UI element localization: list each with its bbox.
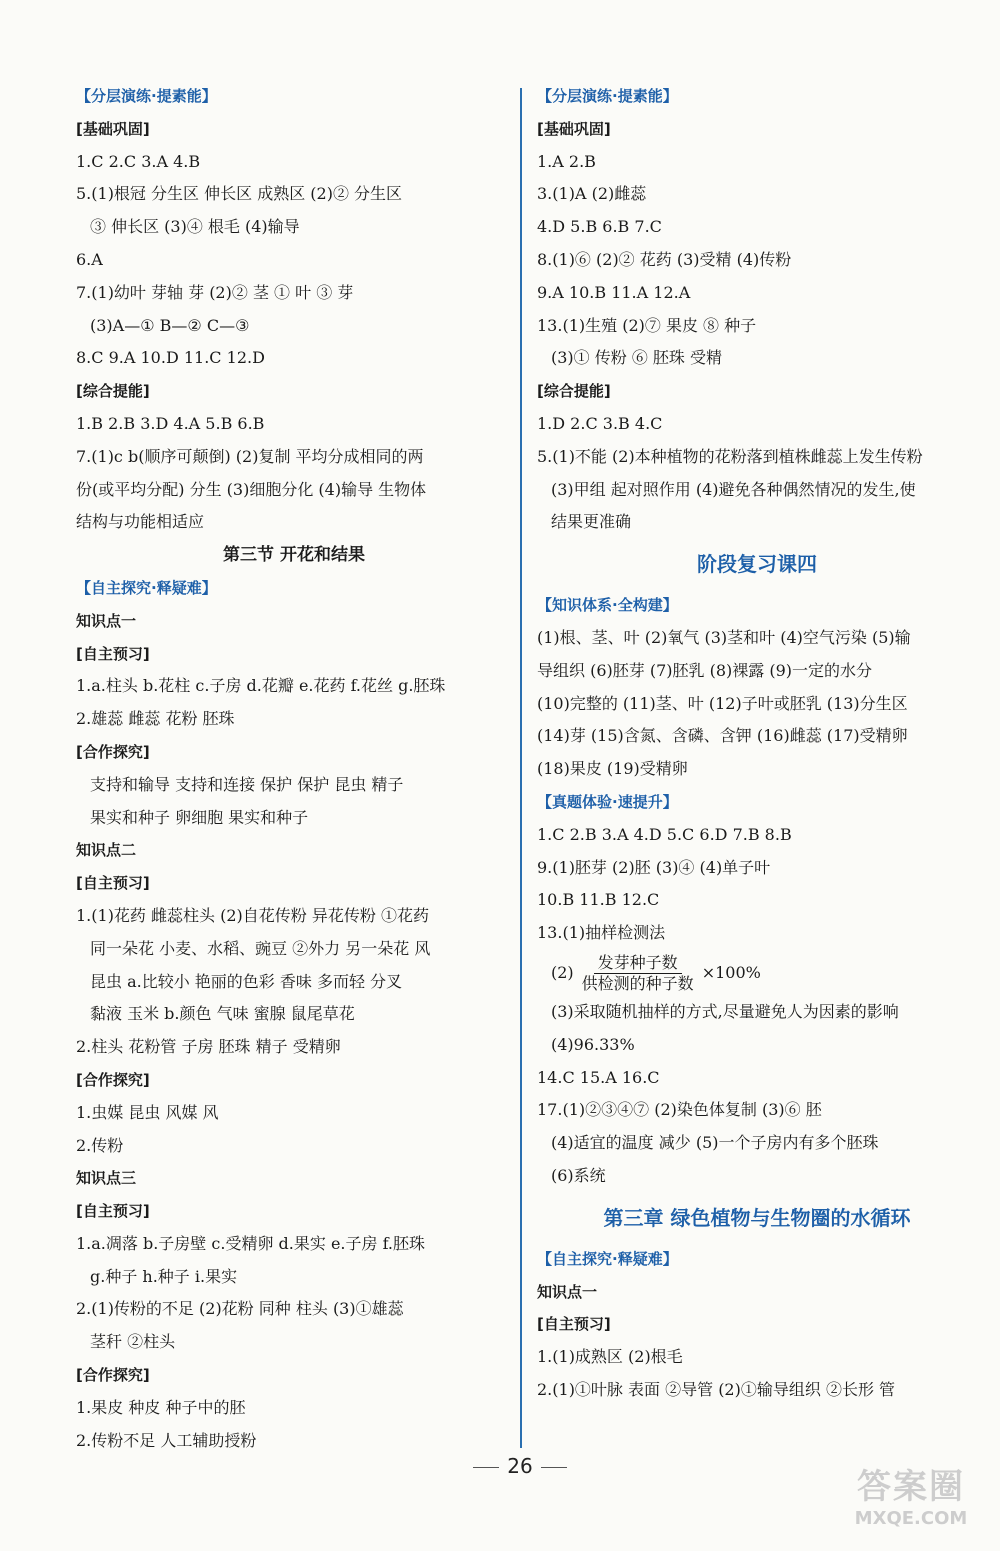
subsection-label: [自主预习]: [76, 1202, 150, 1221]
answer-line: 同一朵花 小麦、水稻、豌豆 ②外力 另一朵花 风: [90, 938, 431, 958]
answer-line: 1.a.柱头 b.花柱 c.子房 d.花瓣 e.花药 f.花丝 g.胚珠: [76, 676, 446, 696]
review-lesson-heading: 阶段复习课四: [697, 552, 817, 577]
formula-prefix: (2): [551, 962, 574, 982]
answer-line: (1)根、茎、叶 (2)氧气 (3)茎和叶 (4)空气污染 (5)输: [537, 627, 911, 647]
subsection-label: [自主预习]: [76, 644, 150, 663]
answer-line: 1.D 2.C 3.B 4.C: [537, 413, 663, 433]
answer-line: 7.(1)c b(顺序可颠倒) (2)复制 平均分成相同的两: [76, 446, 424, 466]
knowledge-point-label: 知识点三: [76, 1169, 137, 1188]
answer-line: 10.B 11.B 12.C: [537, 890, 660, 910]
answer-line: (10)完整的 (11)茎、叶 (12)子叶或胚乳 (13)分生区: [537, 693, 908, 713]
subsection-label: [合作探究]: [76, 742, 150, 761]
page-number: [460, 1454, 580, 1478]
knowledge-point-label: 知识点一: [76, 611, 137, 630]
page-number-value: 26: [507, 1454, 533, 1478]
answer-line: (4)96.33%: [551, 1034, 635, 1054]
subsection-label: [基础巩固]: [537, 119, 611, 138]
answer-line: ③ 伸长区 (3)④ 根毛 (4)输导: [90, 217, 300, 237]
answer-line: 9.A 10.B 11.A 12.A: [537, 282, 691, 302]
answer-line: 5.(1)根冠 分生区 伸长区 成熟区 (2)② 分生区: [76, 184, 403, 204]
answer-line: 1.(1)成熟区 (2)根毛: [537, 1347, 683, 1367]
answer-line: 份(或平均分配) 分生 (3)细胞分化 (4)输导 生物体: [76, 479, 427, 499]
answer-line: (3)A—① B—② C—③: [90, 315, 250, 335]
answer-line: 1.C 2.B 3.A 4.D 5.C 6.D 7.B 8.B: [537, 824, 792, 844]
answer-line: (18)果皮 (19)受精卵: [537, 759, 688, 779]
page-number-dash: [541, 1467, 567, 1468]
section-heading: 第三节 开花和结果: [223, 545, 365, 566]
answer-line: 茎秆 ②柱头: [90, 1332, 176, 1352]
answer-line: 结果更准确: [551, 512, 632, 532]
right-column: [537, 80, 977, 1407]
answer-line: 13.(1)抽样检测法: [537, 923, 666, 943]
watermark-site-text: MXQE.COM: [854, 1508, 968, 1529]
section-tag: 【分层演练·提素能】: [76, 87, 217, 105]
answer-line: 支持和输导 支持和连接 保护 保护 昆虫 精子: [90, 774, 404, 794]
answer-line: 2.(1)①叶脉 表面 ②导管 (2)①输导组织 ②长形 管: [537, 1379, 896, 1399]
subsection-label: [合作探究]: [76, 1070, 150, 1089]
answer-line: 1.C 2.C 3.A 4.B: [76, 151, 201, 171]
answer-line: 1.A 2.B: [537, 151, 596, 171]
answer-line: 14.C 15.A 16.C: [537, 1067, 660, 1087]
answer-line: g.种子 h.种子 i.果实: [90, 1266, 238, 1286]
answer-line: 昆虫 a.比较小 艳丽的色彩 香味 多而轻 分叉: [90, 971, 403, 991]
answer-line: 17.(1)②③④⑦ (2)染色体复制 (3)⑥ 胚: [537, 1100, 822, 1120]
answer-line: 2.传粉: [76, 1135, 124, 1155]
answer-line: 2.柱头 花粉管 子房 胚珠 精子 受精卵: [76, 1037, 341, 1057]
formula-line: [537, 950, 977, 996]
answer-line: 1.果皮 种皮 种子中的胚: [76, 1397, 246, 1417]
subsection-label: [基础巩固]: [76, 119, 150, 138]
answer-line: 8.(1)⑥ (2)② 花药 (3)受精 (4)传粉: [537, 249, 792, 269]
fraction-denominator: 供检测的种子数: [581, 973, 694, 993]
answer-line: 1.(1)花药 雌蕊柱头 (2)自花传粉 异花传粉 ①花药: [76, 905, 429, 925]
subsection-label: [自主预习]: [76, 874, 150, 893]
answer-line: 结构与功能相适应: [76, 512, 205, 532]
answer-line: 7.(1)幼叶 芽轴 芽 (2)② 茎 ① 叶 ③ 芽: [76, 282, 354, 302]
answer-line: 2.传粉不足 人工辅助授粉: [76, 1430, 257, 1450]
answer-line: 1.a.凋落 b.子房壁 c.受精卵 d.果实 e.子房 f.胚珠: [76, 1233, 426, 1253]
left-column: [76, 80, 512, 1457]
answer-line: 5.(1)不能 (2)本种植物的花粉落到植株雌蕊上发生传粉: [537, 446, 923, 466]
column-divider: [520, 88, 522, 1448]
answer-line: 4.D 5.B 6.B 7.C: [537, 217, 662, 237]
answer-line: 2.雄蕊 雌蕊 花粉 胚珠: [76, 709, 235, 729]
answer-line: 1.B 2.B 3.D 4.A 5.B 6.B: [76, 413, 265, 433]
subsection-label: [综合提能]: [537, 382, 611, 401]
answer-line: (3)① 传粉 ⑥ 胚珠 受精: [551, 348, 723, 368]
page-number-dash: [473, 1467, 499, 1468]
fraction: [578, 953, 698, 994]
answer-line: (3)采取随机抽样的方式,尽量避免人为因素的影响: [551, 1001, 899, 1021]
answer-line: 6.A: [76, 249, 103, 269]
knowledge-point-label: 知识点二: [76, 841, 137, 860]
fraction-numerator: 发芽种子数: [594, 953, 682, 974]
answer-line: 导组织 (6)胚芽 (7)胚乳 (8)裸露 (9)一定的水分: [537, 660, 873, 680]
answer-line: 8.C 9.A 10.D 11.C 12.D: [76, 348, 265, 368]
knowledge-point-label: 知识点一: [537, 1282, 598, 1301]
section-tag: 【自主探究·释疑难】: [537, 1249, 678, 1268]
section-tag: 【自主探究·释疑难】: [76, 578, 217, 597]
section-tag: 【知识体系·全构建】: [537, 596, 678, 615]
answer-line: (14)芽 (15)含氮、含磷、含钾 (16)雌蕊 (17)受精卵: [537, 726, 908, 746]
answer-line: 9.(1)胚芽 (2)胚 (3)④ (4)单子叶: [537, 857, 771, 877]
answer-line: 黏液 玉米 b.颜色 气味 蜜腺 鼠尾草花: [90, 1004, 355, 1024]
answer-line: 13.(1)生殖 (2)⑦ 果皮 ⑧ 种子: [537, 315, 757, 335]
answer-line: 3.(1)A (2)雌蕊: [537, 184, 647, 204]
section-tag: 【分层演练·提素能】: [537, 87, 678, 105]
formula-suffix: ×100%: [701, 962, 761, 982]
answer-line: (4)适宜的温度 减少 (5)一个子房内有多个胚珠: [551, 1133, 879, 1153]
answer-line: 1.虫媒 昆虫 风媒 风: [76, 1102, 219, 1122]
subsection-label: [自主预习]: [537, 1315, 611, 1334]
watermark-logo: [836, 1459, 986, 1539]
section-tag: 【真题体验·速提升】: [537, 792, 678, 811]
answer-line: (6)系统: [551, 1165, 606, 1185]
subsection-label: [综合提能]: [76, 382, 150, 401]
answer-line: 果实和种子 卵细胞 果实和种子: [90, 807, 309, 827]
watermark-logo-text: 答案圈: [857, 1467, 965, 1507]
chapter-heading: 第三章 绿色植物与生物圈的水循环: [603, 1205, 911, 1230]
answer-line: 2.(1)传粉的不足 (2)花粉 同种 柱头 (3)①雄蕊: [76, 1299, 404, 1319]
answer-line: (3)甲组 起对照作用 (4)避免各种偶然情况的发生,使: [551, 479, 916, 499]
subsection-label: [合作探究]: [76, 1366, 150, 1385]
